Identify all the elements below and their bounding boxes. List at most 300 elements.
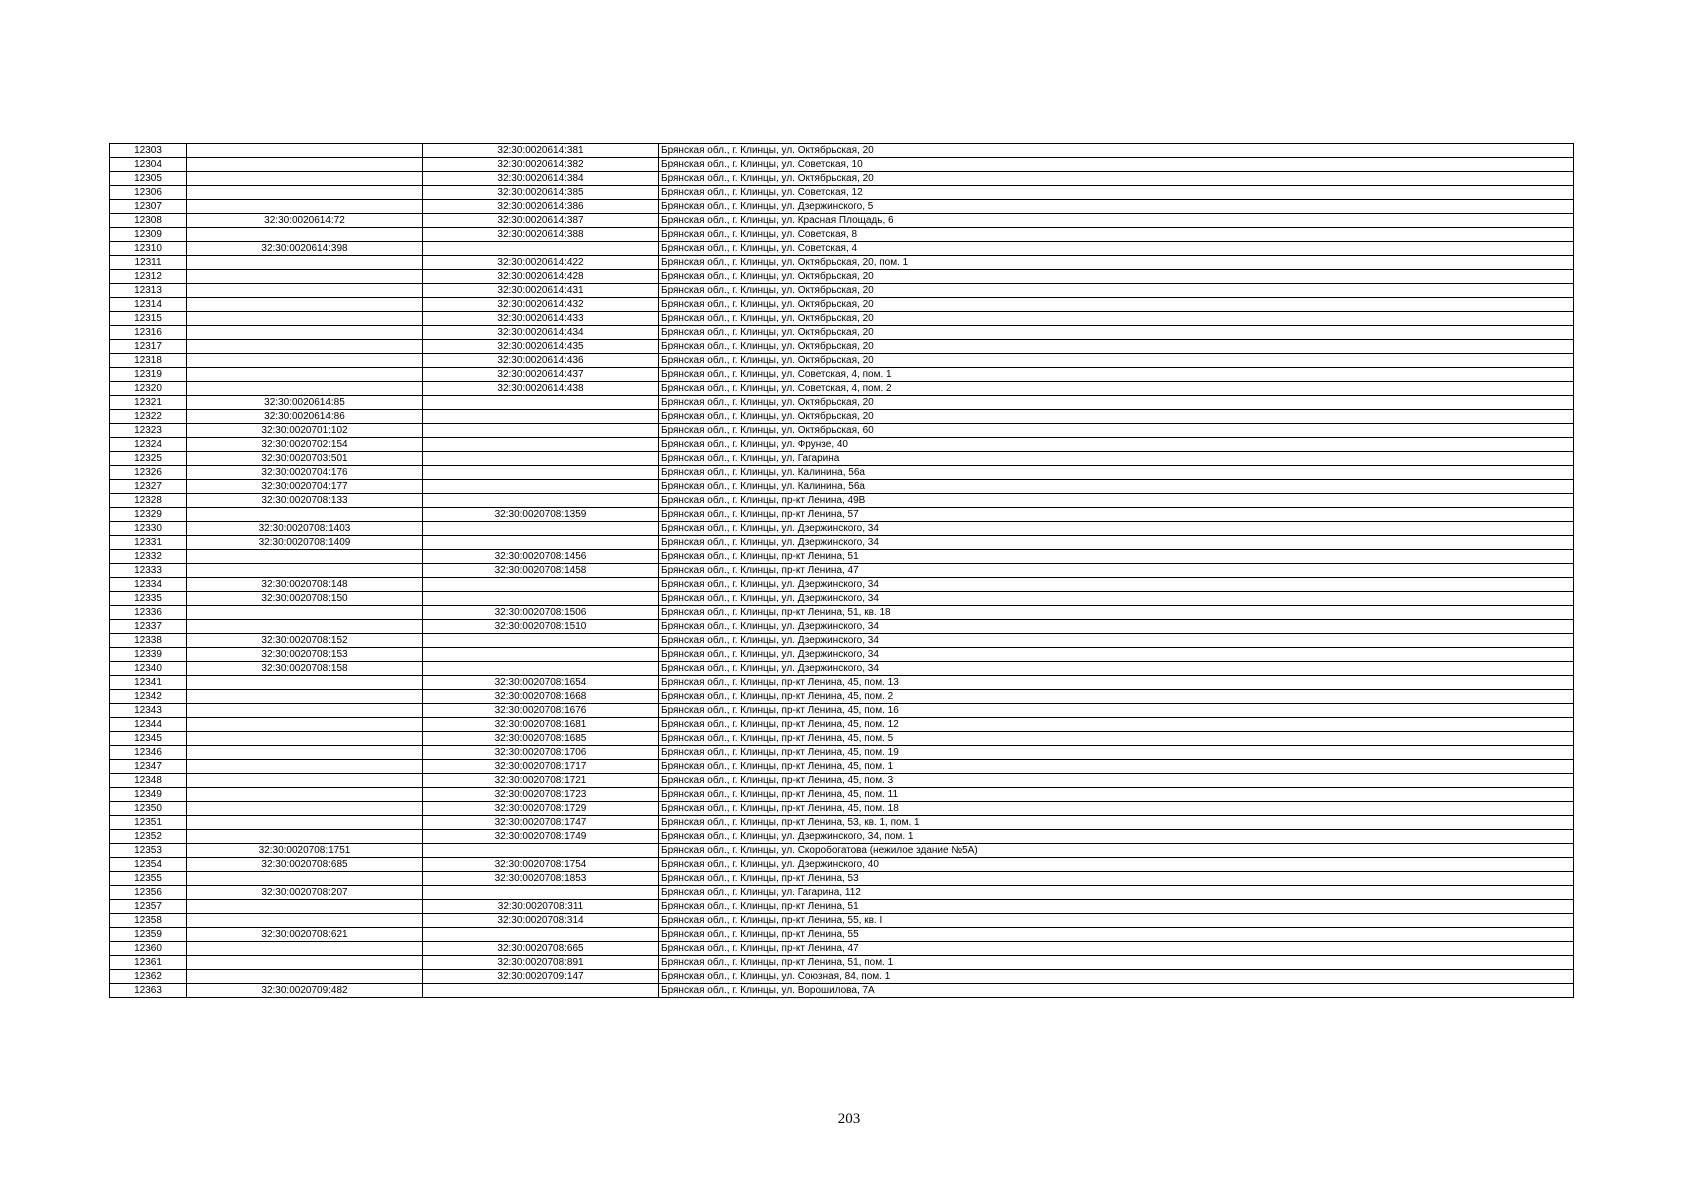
object-cadastral-cell xyxy=(423,984,659,998)
row-number-cell: 12326 xyxy=(110,466,187,480)
object-cadastral-cell: 32:30:0020614:433 xyxy=(423,312,659,326)
table-row xyxy=(110,928,1574,942)
land-cadastral-cell xyxy=(187,186,423,200)
land-cadastral-cell xyxy=(187,508,423,522)
land-cadastral-cell: 32:30:0020708:152 xyxy=(187,634,423,648)
table-row xyxy=(110,844,1574,858)
land-cadastral-cell xyxy=(187,914,423,928)
address-cell: Брянская обл., г. Клинцы, ул. Дзержинского, 34 xyxy=(659,592,1574,606)
table-row xyxy=(110,410,1574,424)
table-row xyxy=(110,228,1574,242)
address-cell: Брянская обл., г. Клинцы, ул. Октябрьская, 20 xyxy=(659,270,1574,284)
land-cadastral-cell xyxy=(187,326,423,340)
table-row xyxy=(110,634,1574,648)
land-cadastral-cell: 32:30:0020708:621 xyxy=(187,928,423,942)
object-cadastral-cell xyxy=(423,242,659,256)
table-row xyxy=(110,284,1574,298)
address-cell: Брянская обл., г. Клинцы, ул. Ворошилова, 7А xyxy=(659,984,1574,998)
land-cadastral-cell xyxy=(187,900,423,914)
address-cell: Брянская обл., г. Клинцы, ул. Октябрьская, 20 xyxy=(659,312,1574,326)
object-cadastral-cell: 32:30:0020614:432 xyxy=(423,298,659,312)
table-row xyxy=(110,508,1574,522)
object-cadastral-cell: 32:30:0020708:1510 xyxy=(423,620,659,634)
object-cadastral-cell xyxy=(423,844,659,858)
land-cadastral-cell xyxy=(187,690,423,704)
address-cell: Брянская обл., г. Клинцы, пр-кт Ленина, 45, пом. 18 xyxy=(659,802,1574,816)
land-cadastral-cell xyxy=(187,312,423,326)
row-number-cell: 12323 xyxy=(110,424,187,438)
object-cadastral-cell: 32:30:0020708:1729 xyxy=(423,802,659,816)
address-cell: Брянская обл., г. Клинцы, ул. Советская, 10 xyxy=(659,158,1574,172)
object-cadastral-cell: 32:30:0020708:314 xyxy=(423,914,659,928)
address-cell: Брянская обл., г. Клинцы, пр-кт Ленина, 45, пом. 19 xyxy=(659,746,1574,760)
land-cadastral-cell xyxy=(187,382,423,396)
object-cadastral-cell: 32:30:0020708:1668 xyxy=(423,690,659,704)
address-cell: Брянская обл., г. Клинцы, пр-кт Ленина, 45, пом. 11 xyxy=(659,788,1574,802)
address-cell: Брянская обл., г. Клинцы, ул. Дзержинского, 34 xyxy=(659,662,1574,676)
land-cadastral-cell: 32:30:0020702:154 xyxy=(187,438,423,452)
row-number-cell: 12325 xyxy=(110,452,187,466)
address-cell: Брянская обл., г. Клинцы, пр-кт Ленина, 49В xyxy=(659,494,1574,508)
object-cadastral-cell xyxy=(423,578,659,592)
object-cadastral-cell xyxy=(423,886,659,900)
object-cadastral-cell: 32:30:0020708:665 xyxy=(423,942,659,956)
row-number-cell: 12341 xyxy=(110,676,187,690)
table-row xyxy=(110,732,1574,746)
address-cell: Брянская обл., г. Клинцы, ул. Дзержинского, 34, пом. 1 xyxy=(659,830,1574,844)
object-cadastral-cell: 32:30:0020708:1853 xyxy=(423,872,659,886)
address-cell: Брянская обл., г. Клинцы, ул. Октябрьская, 20 xyxy=(659,144,1574,158)
table-row xyxy=(110,326,1574,340)
land-cadastral-cell xyxy=(187,550,423,564)
table-row xyxy=(110,200,1574,214)
row-number-cell: 12310 xyxy=(110,242,187,256)
table-row xyxy=(110,340,1574,354)
row-number-cell: 12360 xyxy=(110,942,187,956)
land-cadastral-cell: 32:30:0020703:501 xyxy=(187,452,423,466)
land-cadastral-cell: 32:30:0020704:177 xyxy=(187,480,423,494)
object-cadastral-cell: 32:30:0020708:1359 xyxy=(423,508,659,522)
address-cell: Брянская обл., г. Клинцы, ул. Дзержинского, 34 xyxy=(659,620,1574,634)
table-row xyxy=(110,550,1574,564)
object-cadastral-cell: 32:30:0020614:388 xyxy=(423,228,659,242)
object-cadastral-cell xyxy=(423,396,659,410)
row-number-cell: 12362 xyxy=(110,970,187,984)
address-cell: Брянская обл., г. Клинцы, пр-кт Ленина, 45, пом. 12 xyxy=(659,718,1574,732)
row-number-cell: 12311 xyxy=(110,256,187,270)
row-number-cell: 12322 xyxy=(110,410,187,424)
object-cadastral-cell xyxy=(423,592,659,606)
land-cadastral-cell xyxy=(187,340,423,354)
object-cadastral-cell: 32:30:0020614:386 xyxy=(423,200,659,214)
object-cadastral-cell: 32:30:0020614:438 xyxy=(423,382,659,396)
address-cell: Брянская обл., г. Клинцы, пр-кт Ленина, 47 xyxy=(659,942,1574,956)
row-number-cell: 12338 xyxy=(110,634,187,648)
address-cell: Брянская обл., г. Клинцы, ул. Октябрьская, 60 xyxy=(659,424,1574,438)
table-row xyxy=(110,424,1574,438)
row-number-cell: 12353 xyxy=(110,844,187,858)
land-cadastral-cell xyxy=(187,788,423,802)
table-row xyxy=(110,312,1574,326)
object-cadastral-cell: 32:30:0020708:1717 xyxy=(423,760,659,774)
row-number-cell: 12330 xyxy=(110,522,187,536)
table-row xyxy=(110,564,1574,578)
land-cadastral-cell xyxy=(187,872,423,886)
object-cadastral-cell xyxy=(423,424,659,438)
table-row xyxy=(110,606,1574,620)
table-row xyxy=(110,984,1574,998)
object-cadastral-cell: 32:30:0020614:384 xyxy=(423,172,659,186)
table-row xyxy=(110,648,1574,662)
row-number-cell: 12334 xyxy=(110,578,187,592)
table-row xyxy=(110,396,1574,410)
address-cell: Брянская обл., г. Клинцы, пр-кт Ленина, 45, пом. 13 xyxy=(659,676,1574,690)
table-row xyxy=(110,494,1574,508)
object-cadastral-cell: 32:30:0020708:1506 xyxy=(423,606,659,620)
address-cell: Брянская обл., г. Клинцы, ул. Октябрьская, 20 xyxy=(659,340,1574,354)
table-row xyxy=(110,746,1574,760)
row-number-cell: 12342 xyxy=(110,690,187,704)
address-cell: Брянская обл., г. Клинцы, пр-кт Ленина, 51 xyxy=(659,900,1574,914)
address-cell: Брянская обл., г. Клинцы, пр-кт Ленина, 57 xyxy=(659,508,1574,522)
address-cell: Брянская обл., г. Клинцы, ул. Дзержинского, 34 xyxy=(659,536,1574,550)
row-number-cell: 12316 xyxy=(110,326,187,340)
row-number-cell: 12352 xyxy=(110,830,187,844)
row-number-cell: 12308 xyxy=(110,214,187,228)
table-row xyxy=(110,760,1574,774)
address-cell: Брянская обл., г. Клинцы, ул. Советская, 4, пом. 2 xyxy=(659,382,1574,396)
table-row xyxy=(110,942,1574,956)
row-number-cell: 12347 xyxy=(110,760,187,774)
row-number-cell: 12344 xyxy=(110,718,187,732)
land-cadastral-cell xyxy=(187,956,423,970)
table-row xyxy=(110,354,1574,368)
row-number-cell: 12350 xyxy=(110,802,187,816)
land-cadastral-cell: 32:30:0020701:102 xyxy=(187,424,423,438)
land-cadastral-cell: 32:30:0020708:133 xyxy=(187,494,423,508)
address-cell: Брянская обл., г. Клинцы, ул. Октябрьская, 20 xyxy=(659,410,1574,424)
table-row xyxy=(110,620,1574,634)
object-cadastral-cell xyxy=(423,466,659,480)
land-cadastral-cell: 32:30:0020614:86 xyxy=(187,410,423,424)
table-row xyxy=(110,900,1574,914)
address-cell: Брянская обл., г. Клинцы, пр-кт Ленина, 47 xyxy=(659,564,1574,578)
row-number-cell: 12343 xyxy=(110,704,187,718)
object-cadastral-cell: 32:30:0020614:435 xyxy=(423,340,659,354)
row-number-cell: 12361 xyxy=(110,956,187,970)
land-cadastral-cell xyxy=(187,144,423,158)
land-cadastral-cell xyxy=(187,774,423,788)
object-cadastral-cell: 32:30:0020614:437 xyxy=(423,368,659,382)
row-number-cell: 12309 xyxy=(110,228,187,242)
address-cell: Брянская обл., г. Клинцы, пр-кт Ленина, 51, пом. 1 xyxy=(659,956,1574,970)
address-cell: Брянская обл., г. Клинцы, ул. Дзержинского, 40 xyxy=(659,858,1574,872)
land-cadastral-cell: 32:30:0020708:1409 xyxy=(187,536,423,550)
table-row xyxy=(110,802,1574,816)
address-cell: Брянская обл., г. Клинцы, пр-кт Ленина, 51 xyxy=(659,550,1574,564)
land-cadastral-cell xyxy=(187,816,423,830)
address-cell: Брянская обл., г. Клинцы, ул. Октябрьская, 20 xyxy=(659,172,1574,186)
row-number-cell: 12358 xyxy=(110,914,187,928)
table-row xyxy=(110,872,1574,886)
object-cadastral-cell: 32:30:0020614:431 xyxy=(423,284,659,298)
row-number-cell: 12337 xyxy=(110,620,187,634)
row-number-cell: 12349 xyxy=(110,788,187,802)
address-cell: Брянская обл., г. Клинцы, пр-кт Ленина, 53, кв. 1, пом. 1 xyxy=(659,816,1574,830)
address-cell: Брянская обл., г. Клинцы, ул. Октябрьская, 20, пом. 1 xyxy=(659,256,1574,270)
object-cadastral-cell xyxy=(423,928,659,942)
land-cadastral-cell xyxy=(187,284,423,298)
address-cell: Брянская обл., г. Клинцы, пр-кт Ленина, 55 xyxy=(659,928,1574,942)
address-cell: Брянская обл., г. Клинцы, ул. Октябрьская, 20 xyxy=(659,354,1574,368)
object-cadastral-cell: 32:30:0020614:422 xyxy=(423,256,659,270)
address-cell: Брянская обл., г. Клинцы, ул. Октябрьская, 20 xyxy=(659,298,1574,312)
object-cadastral-cell xyxy=(423,662,659,676)
object-cadastral-cell: 32:30:0020614:428 xyxy=(423,270,659,284)
table-row xyxy=(110,452,1574,466)
table-row xyxy=(110,382,1574,396)
table-row xyxy=(110,536,1574,550)
object-cadastral-cell: 32:30:0020614:385 xyxy=(423,186,659,200)
land-cadastral-cell: 32:30:0020704:176 xyxy=(187,466,423,480)
object-cadastral-cell: 32:30:0020614:382 xyxy=(423,158,659,172)
address-cell: Брянская обл., г. Клинцы, ул. Советская, 8 xyxy=(659,228,1574,242)
object-cadastral-cell: 32:30:0020708:1458 xyxy=(423,564,659,578)
table-row xyxy=(110,270,1574,284)
object-cadastral-cell: 32:30:0020614:436 xyxy=(423,354,659,368)
address-cell: Брянская обл., г. Клинцы, пр-кт Ленина, 53 xyxy=(659,872,1574,886)
address-cell: Брянская обл., г. Клинцы, ул. Октябрьская, 20 xyxy=(659,396,1574,410)
address-cell: Брянская обл., г. Клинцы, ул. Красная Площадь, 6 xyxy=(659,214,1574,228)
object-cadastral-cell: 32:30:0020708:1676 xyxy=(423,704,659,718)
land-cadastral-cell xyxy=(187,760,423,774)
table-row xyxy=(110,592,1574,606)
address-cell: Брянская обл., г. Клинцы, ул. Калинина, 56а xyxy=(659,466,1574,480)
object-cadastral-cell xyxy=(423,522,659,536)
row-number-cell: 12356 xyxy=(110,886,187,900)
land-cadastral-cell: 32:30:0020708:685 xyxy=(187,858,423,872)
land-cadastral-cell xyxy=(187,970,423,984)
land-cadastral-cell: 32:30:0020614:85 xyxy=(187,396,423,410)
table-row xyxy=(110,956,1574,970)
row-number-cell: 12315 xyxy=(110,312,187,326)
land-cadastral-cell xyxy=(187,228,423,242)
row-number-cell: 12336 xyxy=(110,606,187,620)
row-number-cell: 12305 xyxy=(110,172,187,186)
address-cell: Брянская обл., г. Клинцы, пр-кт Ленина, 45, пом. 3 xyxy=(659,774,1574,788)
address-cell: Брянская обл., г. Клинцы, пр-кт Ленина, 55, кв. I xyxy=(659,914,1574,928)
object-cadastral-cell: 32:30:0020708:1681 xyxy=(423,718,659,732)
land-cadastral-cell xyxy=(187,718,423,732)
land-cadastral-cell xyxy=(187,298,423,312)
object-cadastral-cell: 32:30:0020614:434 xyxy=(423,326,659,340)
address-cell: Брянская обл., г. Клинцы, ул. Дзержинского, 34 xyxy=(659,648,1574,662)
object-cadastral-cell xyxy=(423,536,659,550)
row-number-cell: 12314 xyxy=(110,298,187,312)
table-row xyxy=(110,704,1574,718)
address-cell: Брянская обл., г. Клинцы, ул. Октябрьская, 20 xyxy=(659,326,1574,340)
object-cadastral-cell: 32:30:0020708:1749 xyxy=(423,830,659,844)
address-cell: Брянская обл., г. Клинцы, пр-кт Ленина, 45, пом. 5 xyxy=(659,732,1574,746)
row-number-cell: 12320 xyxy=(110,382,187,396)
address-cell: Брянская обл., г. Клинцы, ул. Скоробогатова (нежилое здание №5А) xyxy=(659,844,1574,858)
table-row xyxy=(110,662,1574,676)
object-cadastral-cell: 32:30:0020708:1706 xyxy=(423,746,659,760)
table-row xyxy=(110,788,1574,802)
row-number-cell: 12327 xyxy=(110,480,187,494)
address-cell: Брянская обл., г. Клинцы, пр-кт Ленина, 45, пом. 2 xyxy=(659,690,1574,704)
land-cadastral-cell xyxy=(187,704,423,718)
row-number-cell: 12359 xyxy=(110,928,187,942)
object-cadastral-cell: 32:30:0020614:381 xyxy=(423,144,659,158)
table-row xyxy=(110,256,1574,270)
land-cadastral-cell xyxy=(187,200,423,214)
object-cadastral-cell: 32:30:0020708:1747 xyxy=(423,816,659,830)
object-cadastral-cell xyxy=(423,634,659,648)
table-row xyxy=(110,144,1574,158)
land-cadastral-cell: 32:30:0020708:1751 xyxy=(187,844,423,858)
land-cadastral-cell xyxy=(187,942,423,956)
address-cell: Брянская обл., г. Клинцы, ул. Фрунзе, 40 xyxy=(659,438,1574,452)
row-number-cell: 12340 xyxy=(110,662,187,676)
row-number-cell: 12319 xyxy=(110,368,187,382)
row-number-cell: 12351 xyxy=(110,816,187,830)
address-cell: Брянская обл., г. Клинцы, пр-кт Ленина, 45, пом. 16 xyxy=(659,704,1574,718)
address-cell: Брянская обл., г. Клинцы, ул. Дзержинского, 34 xyxy=(659,522,1574,536)
row-number-cell: 12354 xyxy=(110,858,187,872)
row-number-cell: 12355 xyxy=(110,872,187,886)
land-cadastral-cell: 32:30:0020614:398 xyxy=(187,242,423,256)
table-row xyxy=(110,690,1574,704)
table-row xyxy=(110,676,1574,690)
registry-body xyxy=(110,144,1574,998)
land-cadastral-cell xyxy=(187,746,423,760)
land-cadastral-cell: 32:30:0020708:150 xyxy=(187,592,423,606)
row-number-cell: 12333 xyxy=(110,564,187,578)
table-row xyxy=(110,466,1574,480)
land-cadastral-cell xyxy=(187,270,423,284)
address-cell: Брянская обл., г. Клинцы, ул. Гагарина xyxy=(659,452,1574,466)
land-cadastral-cell: 32:30:0020614:72 xyxy=(187,214,423,228)
object-cadastral-cell: 32:30:0020708:1654 xyxy=(423,676,659,690)
land-cadastral-cell xyxy=(187,172,423,186)
row-number-cell: 12312 xyxy=(110,270,187,284)
table-row xyxy=(110,522,1574,536)
address-cell: Брянская обл., г. Клинцы, ул. Союзная, 84, пом. 1 xyxy=(659,970,1574,984)
land-cadastral-cell xyxy=(187,256,423,270)
address-cell: Брянская обл., г. Клинцы, ул. Октябрьская, 20 xyxy=(659,284,1574,298)
land-cadastral-cell xyxy=(187,732,423,746)
table-row xyxy=(110,858,1574,872)
address-cell: Брянская обл., г. Клинцы, ул. Советская, 4, пом. 1 xyxy=(659,368,1574,382)
land-cadastral-cell xyxy=(187,620,423,634)
row-number-cell: 12317 xyxy=(110,340,187,354)
table-row xyxy=(110,830,1574,844)
table-row xyxy=(110,578,1574,592)
land-cadastral-cell xyxy=(187,158,423,172)
land-cadastral-cell xyxy=(187,606,423,620)
row-number-cell: 12339 xyxy=(110,648,187,662)
land-cadastral-cell xyxy=(187,676,423,690)
row-number-cell: 12332 xyxy=(110,550,187,564)
row-number-cell: 12313 xyxy=(110,284,187,298)
row-number-cell: 12304 xyxy=(110,158,187,172)
table-row xyxy=(110,480,1574,494)
object-cadastral-cell xyxy=(423,452,659,466)
object-cadastral-cell: 32:30:0020708:891 xyxy=(423,956,659,970)
table-row xyxy=(110,970,1574,984)
land-cadastral-cell: 32:30:0020708:158 xyxy=(187,662,423,676)
row-number-cell: 12324 xyxy=(110,438,187,452)
row-number-cell: 12318 xyxy=(110,354,187,368)
object-cadastral-cell xyxy=(423,410,659,424)
row-number-cell: 12321 xyxy=(110,396,187,410)
page-number: 203 xyxy=(837,1111,861,1127)
registry-table xyxy=(109,143,1574,998)
address-cell: Брянская обл., г. Клинцы, ул. Советская, 12 xyxy=(659,186,1574,200)
object-cadastral-cell xyxy=(423,438,659,452)
table-row xyxy=(110,214,1574,228)
address-cell: Брянская обл., г. Клинцы, ул. Калинина, 56а xyxy=(659,480,1574,494)
table-row xyxy=(110,914,1574,928)
land-cadastral-cell xyxy=(187,354,423,368)
row-number-cell: 12357 xyxy=(110,900,187,914)
land-cadastral-cell xyxy=(187,802,423,816)
land-cadastral-cell xyxy=(187,368,423,382)
row-number-cell: 12329 xyxy=(110,508,187,522)
row-number-cell: 12348 xyxy=(110,774,187,788)
object-cadastral-cell xyxy=(423,648,659,662)
row-number-cell: 12335 xyxy=(110,592,187,606)
table-row xyxy=(110,774,1574,788)
row-number-cell: 12346 xyxy=(110,746,187,760)
row-number-cell: 12331 xyxy=(110,536,187,550)
land-cadastral-cell xyxy=(187,830,423,844)
land-cadastral-cell: 32:30:0020708:207 xyxy=(187,886,423,900)
object-cadastral-cell: 32:30:0020614:387 xyxy=(423,214,659,228)
land-cadastral-cell: 32:30:0020708:1403 xyxy=(187,522,423,536)
object-cadastral-cell: 32:30:0020708:1754 xyxy=(423,858,659,872)
row-number-cell: 12345 xyxy=(110,732,187,746)
object-cadastral-cell: 32:30:0020708:1456 xyxy=(423,550,659,564)
address-cell: Брянская обл., г. Клинцы, пр-кт Ленина, 51, кв. 18 xyxy=(659,606,1574,620)
row-number-cell: 12328 xyxy=(110,494,187,508)
table-row xyxy=(110,816,1574,830)
table-row xyxy=(110,438,1574,452)
land-cadastral-cell xyxy=(187,564,423,578)
address-cell: Брянская обл., г. Клинцы, ул. Дзержинского, 34 xyxy=(659,634,1574,648)
row-number-cell: 12307 xyxy=(110,200,187,214)
land-cadastral-cell: 32:30:0020709:482 xyxy=(187,984,423,998)
object-cadastral-cell xyxy=(423,494,659,508)
address-cell: Брянская обл., г. Клинцы, ул. Гагарина, 112 xyxy=(659,886,1574,900)
address-cell: Брянская обл., г. Клинцы, ул. Советская, 4 xyxy=(659,242,1574,256)
table-row xyxy=(110,886,1574,900)
row-number-cell: 12303 xyxy=(110,144,187,158)
table-row xyxy=(110,718,1574,732)
object-cadastral-cell xyxy=(423,480,659,494)
land-cadastral-cell: 32:30:0020708:153 xyxy=(187,648,423,662)
object-cadastral-cell: 32:30:0020708:1685 xyxy=(423,732,659,746)
table-row xyxy=(110,172,1574,186)
object-cadastral-cell: 32:30:0020708:1721 xyxy=(423,774,659,788)
table-row xyxy=(110,242,1574,256)
table-row xyxy=(110,368,1574,382)
table-row xyxy=(110,298,1574,312)
address-cell: Брянская обл., г. Клинцы, ул. Дзержинского, 5 xyxy=(659,200,1574,214)
address-cell: Брянская обл., г. Клинцы, ул. Дзержинского, 34 xyxy=(659,578,1574,592)
row-number-cell: 12363 xyxy=(110,984,187,998)
